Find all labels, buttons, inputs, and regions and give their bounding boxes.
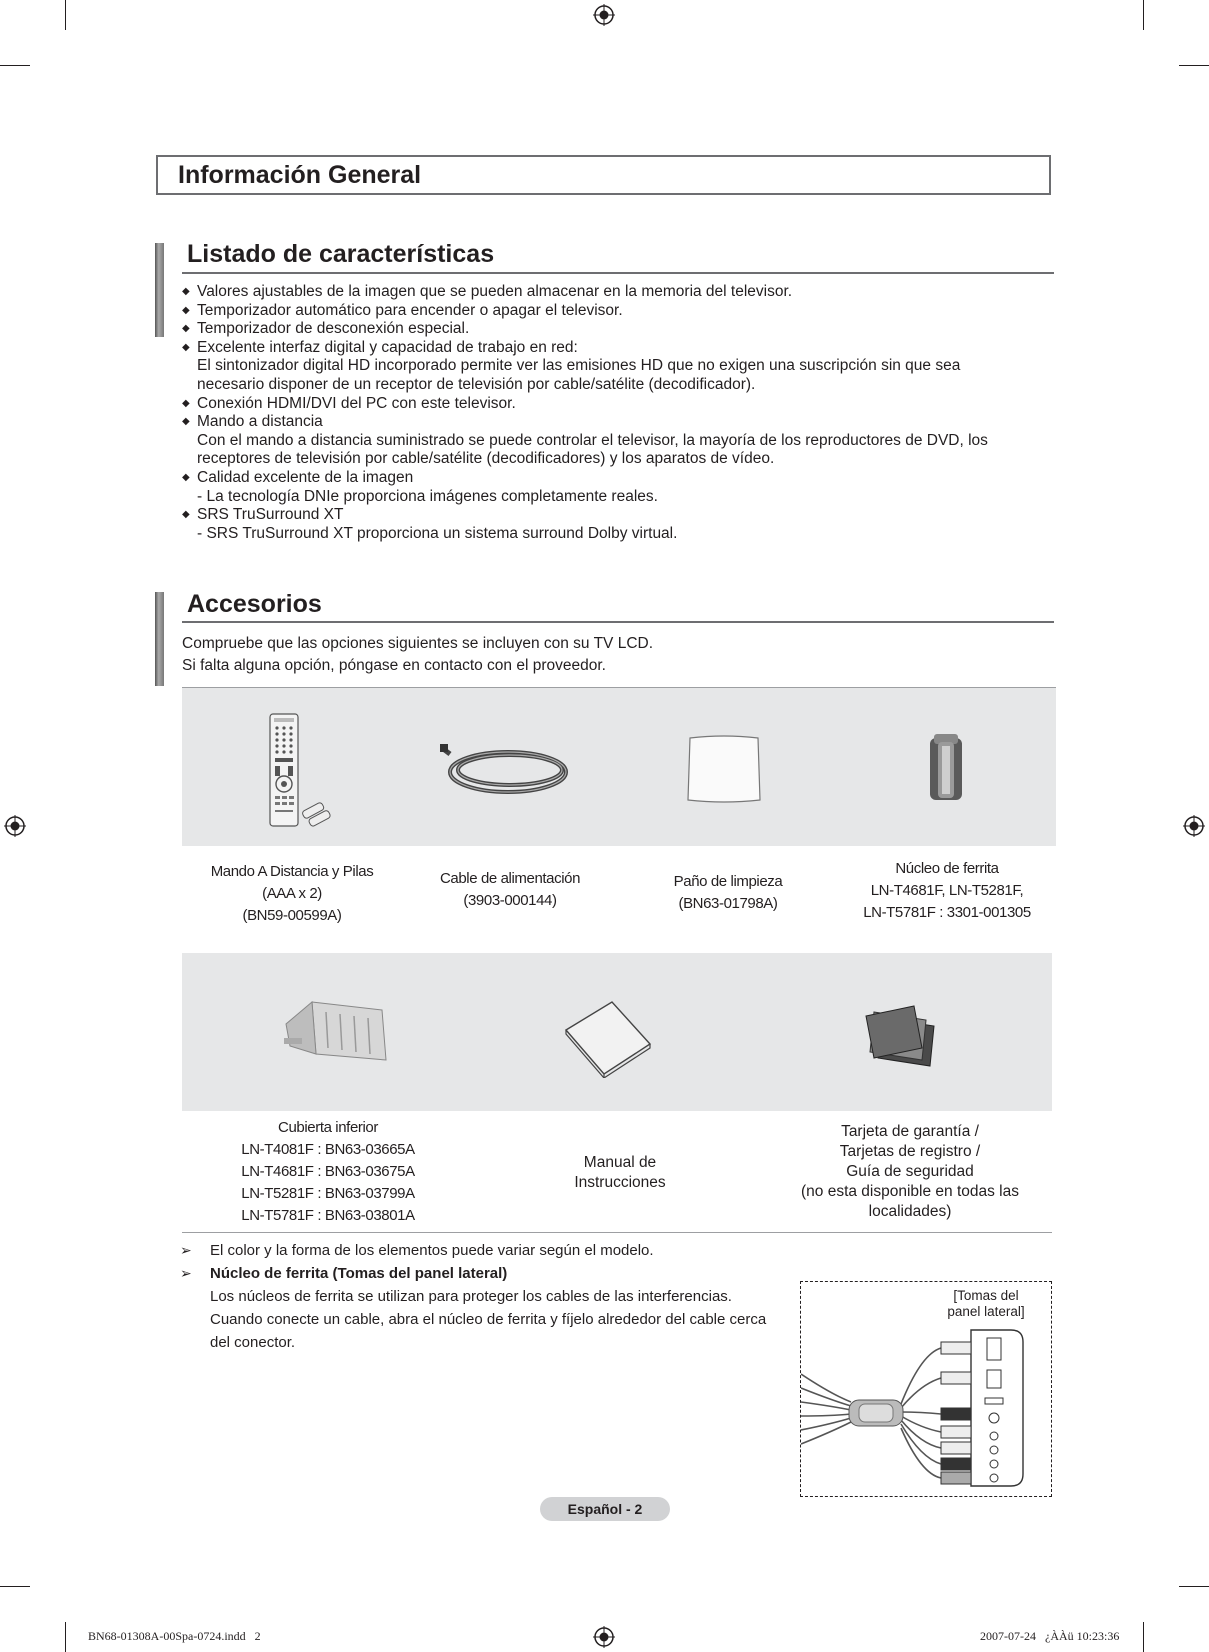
accessories-intro xyxy=(182,633,653,677)
accessory-caption xyxy=(832,858,1062,924)
ferrite-wiring-icon xyxy=(801,1324,1051,1494)
note-title: Núcleo de ferrita (Tomas del panel lateral) xyxy=(210,1265,508,1282)
bullet-icon: ◆ xyxy=(182,397,190,409)
caption-line: LN-T4681F, LN-T5281F, xyxy=(870,882,1024,899)
section-rule xyxy=(182,621,1054,623)
caption-line: Cable de alimentación xyxy=(439,870,581,887)
footer-right: 2007-07-24 ¿ÀÀü 10:23:36 xyxy=(980,1629,1120,1643)
features-title: Listado de características xyxy=(187,240,495,268)
chapter-title: Información General xyxy=(178,161,422,189)
note-arrow-icon: ➢ xyxy=(180,1265,192,1281)
caption-line: (no esta disponible en todas las xyxy=(800,1183,1019,1200)
accessory-caption xyxy=(410,868,610,912)
features-list xyxy=(182,283,1062,543)
caption-line: (BN59-00599A) xyxy=(242,907,342,924)
crop-mark xyxy=(65,0,66,30)
caption-line: LN-T5781F : BN63-03801A xyxy=(241,1207,415,1224)
intro-line: Compruebe que las opciones siguientes se incluyen con su TV LCD. xyxy=(182,635,654,652)
caption-line: Guía de seguridad xyxy=(846,1163,974,1180)
feature-line: Calidad excelente de la imagen xyxy=(197,468,414,486)
notes-block xyxy=(180,1239,780,1354)
feature-item xyxy=(182,469,1062,506)
bullet-icon: ◆ xyxy=(182,286,190,297)
side-panel-diagram xyxy=(800,1281,1052,1497)
feature-line: El sintonizador digital HD incorporado permite ver las emisiones HD que no exigen una suscripción sin que sea xyxy=(197,357,961,375)
feature-item xyxy=(182,506,1062,543)
registration-mark-icon xyxy=(1183,815,1205,837)
bullet-icon: ◆ xyxy=(182,509,190,521)
feature-line: Excelente interfaz digital y capacidad de trabajo en red: xyxy=(197,338,578,356)
bullet-icon: ◆ xyxy=(182,416,190,428)
accessory-caption xyxy=(790,1122,1030,1222)
section-bar xyxy=(155,592,164,686)
bottom-cover-icon xyxy=(282,998,387,1068)
cleaning-cloth-icon xyxy=(686,734,762,804)
feature-line: - SRS TruSurround XT proporciona un sistema surround Dolby virtual. xyxy=(197,524,678,542)
intro-line: Si falta alguna opción, póngase en contacto con el proveedor. xyxy=(182,657,606,674)
note-body-line: del conector. xyxy=(210,1334,296,1351)
accessory-caption xyxy=(628,871,828,915)
registration-mark-icon xyxy=(593,1626,615,1648)
accessory-caption xyxy=(208,1117,448,1227)
note-body-line: Cuando conecte un cable, abra el núcleo de ferrita y fíjelo alrededor del cable cerca xyxy=(210,1311,767,1328)
footer-left: BN68-01308A-00Spa-0724.indd 2 xyxy=(88,1629,261,1643)
caption-line: Mando A Distancia y Pilas xyxy=(210,863,374,880)
feature-line: Valores ajustables de la imagen que se pueden almacenar en la memoria del televisor. xyxy=(197,283,793,300)
diagram-label xyxy=(921,1288,1051,1320)
panel-divider xyxy=(182,1232,1052,1233)
caption-line: Instrucciones xyxy=(574,1174,666,1191)
registration-mark-icon xyxy=(4,815,26,837)
crop-mark xyxy=(1179,1586,1209,1587)
caption-line: LN-T4081F : BN63-03665A xyxy=(241,1141,415,1158)
accessory-caption xyxy=(192,861,392,927)
caption-line: localidades) xyxy=(868,1203,952,1220)
caption-line: (3903-000144) xyxy=(463,892,557,909)
feature-line: Con el mando a distancia suministrado se puede controlar el televisor, la mayoría de los reproductores de DVD, los xyxy=(197,431,988,449)
caption-line: (AAA x 2) xyxy=(262,885,322,902)
feature-line: SRS TruSurround XT xyxy=(197,506,344,524)
feature-item xyxy=(182,413,1062,469)
caption-line: Tarjeta de garantía / xyxy=(841,1123,979,1140)
warranty-cards-icon xyxy=(864,1004,940,1068)
bullet-icon: ◆ xyxy=(182,471,190,483)
caption-line: LN-T4681F : BN63-03675A xyxy=(241,1163,415,1180)
caption-line: Cubierta inferior xyxy=(278,1119,378,1136)
caption-line: Paño de limpieza xyxy=(673,873,783,890)
feature-line: Temporizador automático para encender o apagar el televisor. xyxy=(197,301,623,319)
note-body-line: Los núcleos de ferrita se utilizan para proteger los cables de las interferencias. xyxy=(210,1288,732,1305)
accessory-caption xyxy=(520,1153,720,1193)
feature-line: receptores de televisión por cable/satélite (decodificadores) y los aparatos de vídeo. xyxy=(197,450,775,468)
note-arrow-icon: ➢ xyxy=(180,1242,192,1258)
feature-line: Mando a distancia xyxy=(197,413,323,431)
caption-line: LN-T5781F : 3301-001305 xyxy=(863,904,1031,921)
feature-line: necesario disponer de un receptor de televisión por cable/satélite (decodificador). xyxy=(197,375,756,393)
crop-mark xyxy=(65,1622,66,1652)
caption-line: LN-T5281F : BN63-03799A xyxy=(241,1185,415,1202)
manual-icon xyxy=(562,1000,654,1078)
feature-item xyxy=(182,283,1062,302)
note-item xyxy=(180,1262,780,1354)
note-item xyxy=(180,1239,780,1262)
bullet-icon: ◆ xyxy=(182,323,190,335)
registration-mark-icon xyxy=(593,4,615,26)
page-number-label: Español - 2 xyxy=(540,1497,670,1521)
feature-item xyxy=(182,395,1062,414)
caption-line: Núcleo de ferrita xyxy=(895,860,999,877)
feature-item xyxy=(182,320,1062,339)
power-cable-icon xyxy=(440,742,575,800)
accessories-title: Accesorios xyxy=(187,590,322,618)
section-rule xyxy=(182,272,1054,274)
crop-mark xyxy=(0,1586,30,1587)
crop-mark xyxy=(1143,0,1144,30)
diagram-label-line: [Tomas del xyxy=(953,1288,1019,1303)
diagram-label-line: panel lateral] xyxy=(947,1304,1025,1319)
crop-mark xyxy=(1179,65,1209,66)
note-text: El color y la forma de los elementos puede variar según el modelo. xyxy=(210,1242,654,1259)
feature-line: Conexión HDMI/DVI del PC con este televisor. xyxy=(197,394,516,412)
crop-mark xyxy=(0,65,30,66)
feature-line: - La tecnología DNIe proporciona imágenes completamente reales. xyxy=(197,487,658,505)
caption-line: (BN63-01798A) xyxy=(678,895,778,912)
ferrite-core-icon xyxy=(924,732,968,804)
feature-item xyxy=(182,302,1062,321)
caption-line: Tarjetas de registro / xyxy=(839,1143,981,1160)
section-bar xyxy=(155,243,164,337)
caption-line: Manual de xyxy=(583,1154,657,1171)
bullet-icon: ◆ xyxy=(182,304,190,316)
remote-control-icon xyxy=(262,712,332,828)
bullet-icon: ◆ xyxy=(182,341,190,353)
feature-item xyxy=(182,339,1062,395)
crop-mark xyxy=(1143,1622,1144,1652)
feature-line: Temporizador de desconexión especial. xyxy=(197,320,470,338)
chapter-header xyxy=(156,155,1051,195)
